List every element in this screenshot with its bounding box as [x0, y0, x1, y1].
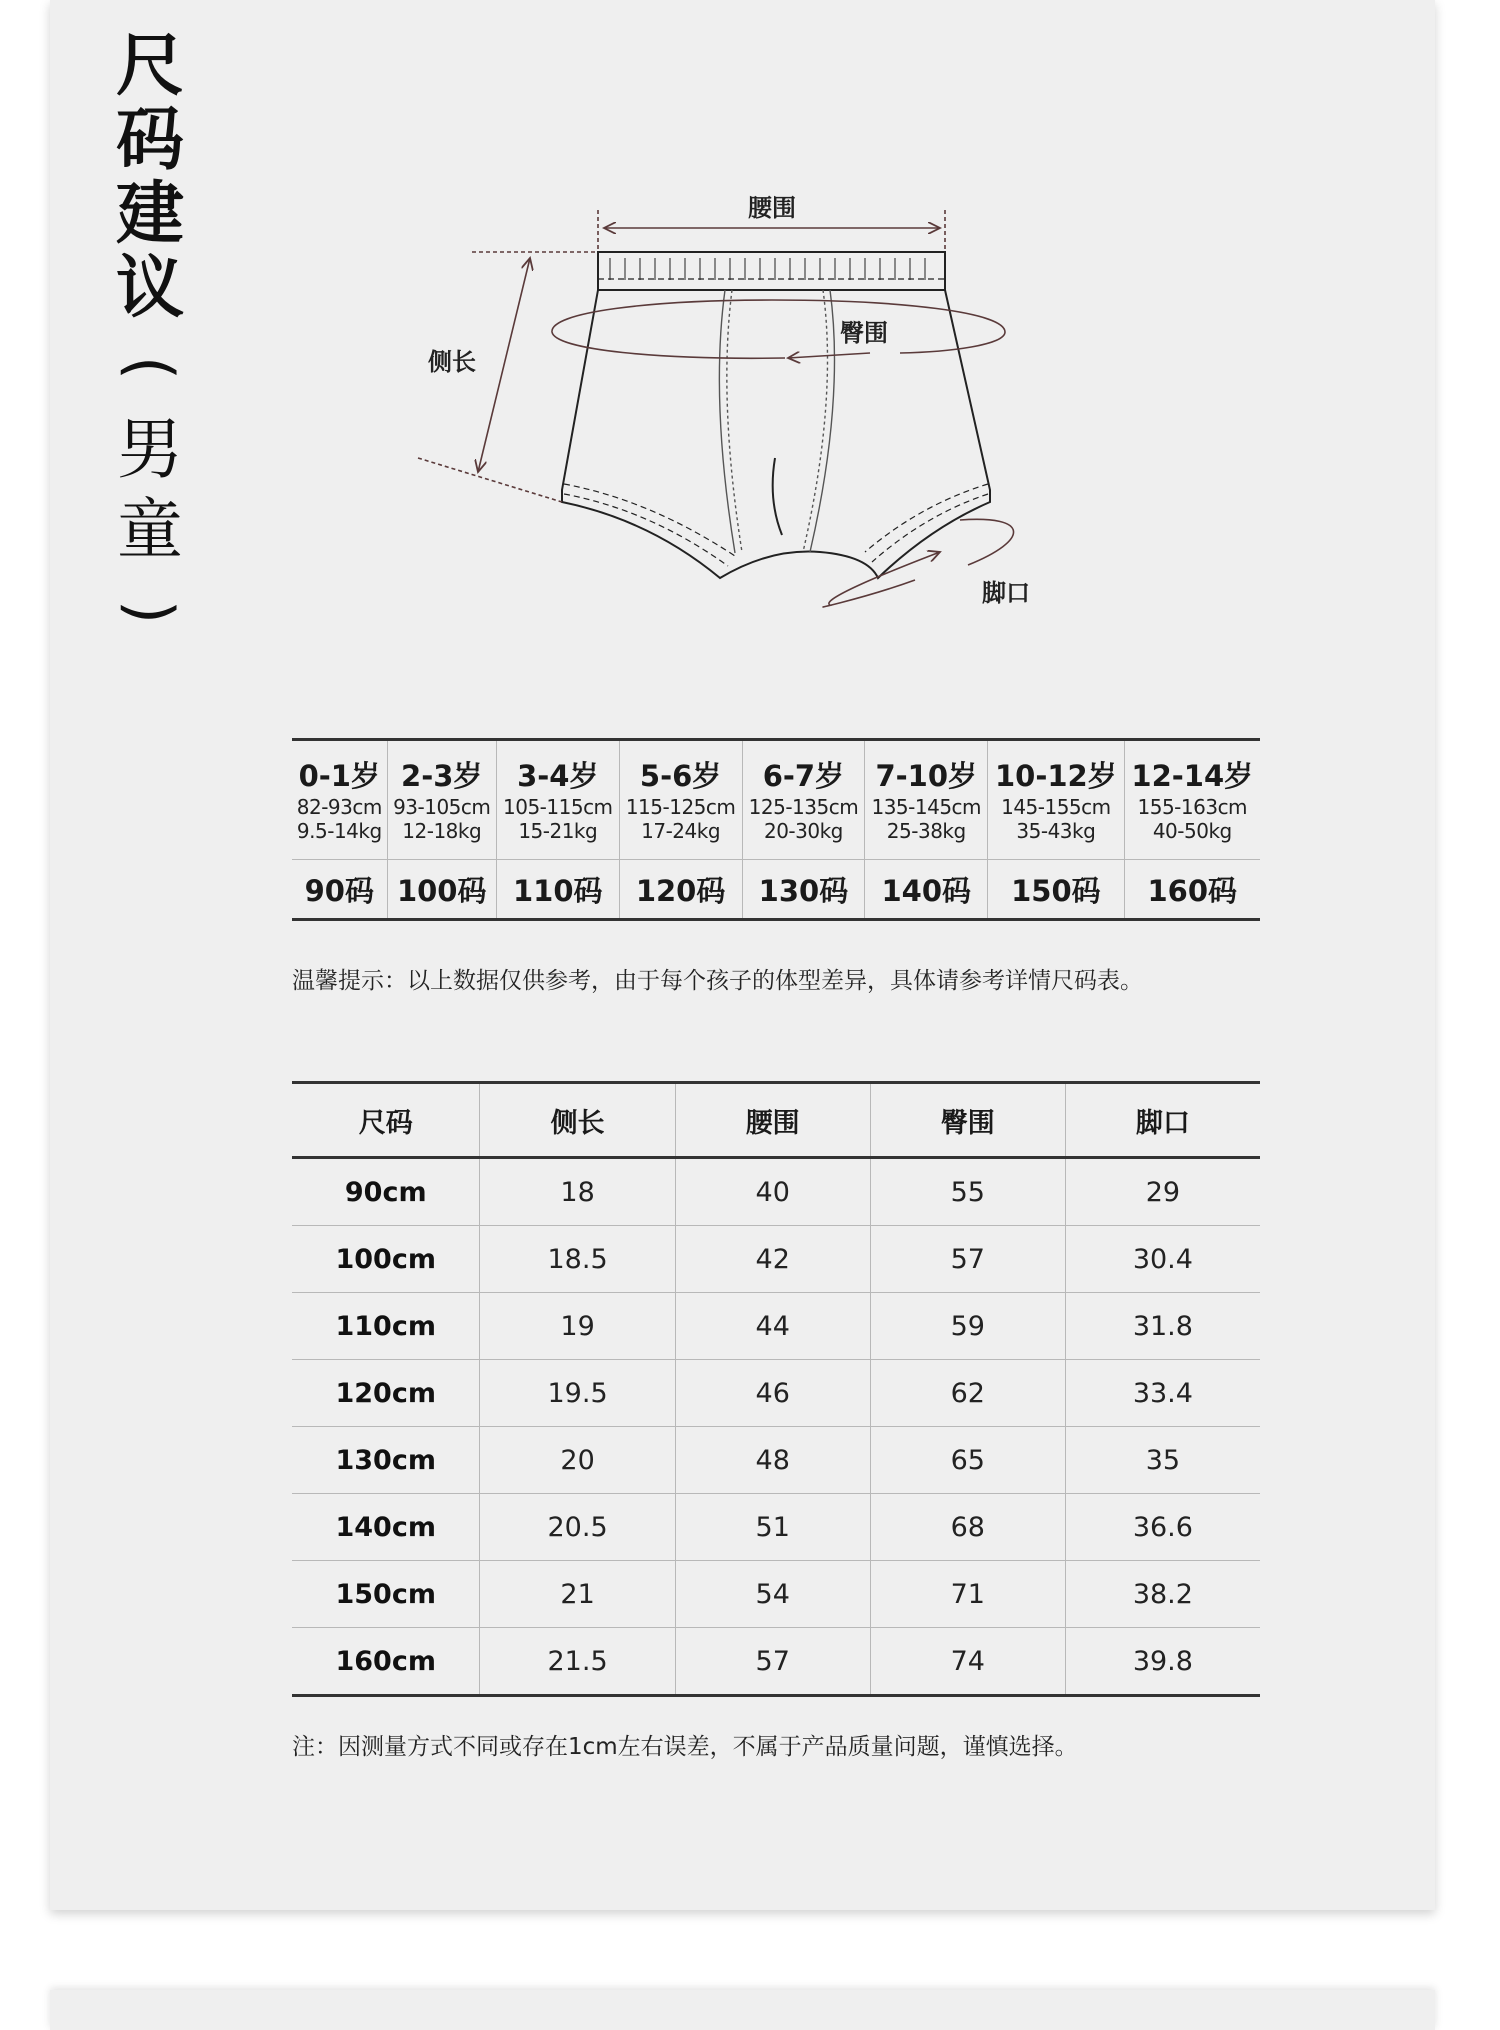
- weight-range: 12-18kg: [402, 819, 482, 843]
- title-char: 尺: [115, 27, 184, 106]
- table-row: [292, 1360, 1260, 1427]
- subtitle-char: 男: [117, 411, 183, 488]
- age-label: 12-14岁: [1131, 759, 1254, 793]
- waist-cell: 42: [675, 1226, 870, 1293]
- hip-measure: [552, 300, 1005, 358]
- header-hip: 臀围: [870, 1083, 1065, 1158]
- hip-cell: 71: [870, 1561, 1065, 1628]
- weight-range: 20-30kg: [763, 819, 843, 843]
- age-label: 3-4岁: [517, 759, 599, 793]
- table-row: [292, 1628, 1260, 1696]
- hip-cell: 65: [870, 1427, 1065, 1494]
- height-range: 105-115cm: [503, 795, 613, 819]
- header-leg-opening: 脚口: [1065, 1083, 1260, 1158]
- header-size: 尺码: [292, 1083, 480, 1158]
- leg-opening-cell: 29: [1065, 1158, 1260, 1226]
- side-length-cell: 19: [480, 1293, 675, 1360]
- size-cell: 140cm: [292, 1494, 480, 1561]
- size-code: 110码: [496, 860, 619, 920]
- weight-range: 25-38kg: [886, 819, 966, 843]
- waist-cell: 54: [675, 1561, 870, 1628]
- side-length-cell: 21.5: [480, 1628, 675, 1696]
- leg-opening-cell: 36.6: [1065, 1494, 1260, 1561]
- note-text: 注：因测量方式不同或存在1cm左右误差，不属于产品质量问题，谨慎选择。: [292, 1734, 1078, 1760]
- table-row: [292, 1226, 1260, 1293]
- size-cell: 120cm: [292, 1360, 480, 1427]
- subtitle-char: 童: [117, 491, 183, 568]
- size-code: 140码: [865, 860, 988, 920]
- weight-range: 40-50kg: [1152, 819, 1232, 843]
- side-length-cell: 21: [480, 1561, 675, 1628]
- title-char: 议: [115, 249, 184, 328]
- header-side-length: 侧长: [480, 1083, 675, 1158]
- hip-cell: 62: [870, 1360, 1065, 1427]
- waist-cell: 51: [675, 1494, 870, 1561]
- side-length-cell: 18.5: [480, 1226, 675, 1293]
- size-cell: 90cm: [292, 1158, 480, 1226]
- age-cell: [619, 740, 742, 860]
- size-cell: 100cm: [292, 1226, 480, 1293]
- hip-cell: 55: [870, 1158, 1065, 1226]
- leg-opening-cell: 39.8: [1065, 1628, 1260, 1696]
- side-length-cell: 20: [480, 1427, 675, 1494]
- title-paren-open: (: [113, 355, 187, 381]
- weight-range: 35-43kg: [1016, 819, 1096, 843]
- age-size-table: [292, 738, 1260, 921]
- height-range: 145-155cm: [1001, 795, 1111, 819]
- age-label: 6-7岁: [762, 759, 845, 793]
- hip-cell: 74: [870, 1628, 1065, 1696]
- age-label: 7-10岁: [875, 759, 978, 793]
- title-char: 码: [115, 101, 184, 180]
- leg-opening-cell: 31.8: [1065, 1293, 1260, 1360]
- age-cell: [1124, 740, 1260, 860]
- waist-cell: 57: [675, 1628, 870, 1696]
- age-label: 5-6岁: [639, 759, 722, 793]
- table-row: [292, 1494, 1260, 1561]
- age-cell: [742, 740, 865, 860]
- height-range: 115-125cm: [625, 795, 736, 819]
- table-row: [292, 1293, 1260, 1360]
- size-code: 100码: [387, 860, 496, 920]
- size-detail-table: [292, 1081, 1260, 1697]
- size-code: 120码: [619, 860, 742, 920]
- hip-cell: 57: [870, 1226, 1065, 1293]
- side-length-cell: 19.5: [480, 1360, 675, 1427]
- size-cell: 130cm: [292, 1427, 480, 1494]
- size-code: 150码: [988, 860, 1124, 920]
- hip-label: 臀围: [840, 319, 888, 347]
- waist-cell: 44: [675, 1293, 870, 1360]
- size-code-row: [292, 860, 1260, 920]
- shorts-outline: [562, 252, 990, 578]
- shorts-measurement-diagram: [0, 0, 1500, 680]
- age-label: 2-3岁: [401, 759, 483, 793]
- age-label: 10-12岁: [994, 759, 1117, 793]
- height-range: 93-105cm: [393, 795, 491, 819]
- waistband-ribbing: [610, 258, 925, 280]
- weight-range: 15-21kg: [518, 819, 598, 843]
- size-cell: 110cm: [292, 1293, 480, 1360]
- hip-cell: 68: [870, 1494, 1065, 1561]
- leg-opening-cell: 35: [1065, 1427, 1260, 1494]
- height-range: 82-93cm: [296, 795, 382, 819]
- side-length-measure: [418, 252, 598, 502]
- header-waist: 腰围: [675, 1083, 870, 1158]
- leg-opening-cell: 33.4: [1065, 1360, 1260, 1427]
- leg-opening-label: 脚口: [982, 579, 1030, 607]
- height-range: 155-163cm: [1137, 795, 1248, 819]
- side-length-cell: 20.5: [480, 1494, 675, 1561]
- age-cell: [865, 740, 988, 860]
- size-code: 130码: [742, 860, 865, 920]
- table-row: [292, 1561, 1260, 1628]
- next-card-edge: [50, 1990, 1435, 2030]
- leg-opening-cell: 38.2: [1065, 1561, 1260, 1628]
- age-cell: [496, 740, 619, 860]
- waist-cell: 40: [675, 1158, 870, 1226]
- tip-text: 温馨提示：以上数据仅供参考，由于每个孩子的体型差异，具体请参考详情尺码表。: [292, 968, 1143, 994]
- age-cell: [292, 740, 387, 860]
- age-label: 0-1岁: [298, 759, 380, 793]
- age-cell: [387, 740, 496, 860]
- side-length-cell: 18: [480, 1158, 675, 1226]
- weight-range: 9.5-14kg: [296, 819, 382, 843]
- table-row: [292, 1158, 1260, 1226]
- title-paren-close: ): [113, 599, 187, 625]
- title-char: 建: [115, 175, 184, 254]
- age-row: [292, 740, 1260, 860]
- waist-label: 腰围: [748, 194, 796, 222]
- waist-cell: 46: [675, 1360, 870, 1427]
- height-range: 135-145cm: [871, 795, 982, 819]
- waist-cell: 48: [675, 1427, 870, 1494]
- age-cell: [988, 740, 1124, 860]
- hip-cell: 59: [870, 1293, 1065, 1360]
- leg-opening-cell: 30.4: [1065, 1226, 1260, 1293]
- height-range: 125-135cm: [748, 795, 859, 819]
- size-cell: 160cm: [292, 1628, 480, 1696]
- size-code: 160码: [1124, 860, 1260, 920]
- table-header-row: [292, 1083, 1260, 1158]
- weight-range: 17-24kg: [641, 819, 721, 843]
- size-code: 90码: [292, 860, 387, 920]
- side-length-label: 侧长: [428, 348, 476, 376]
- table-row: [292, 1427, 1260, 1494]
- size-cell: 150cm: [292, 1561, 480, 1628]
